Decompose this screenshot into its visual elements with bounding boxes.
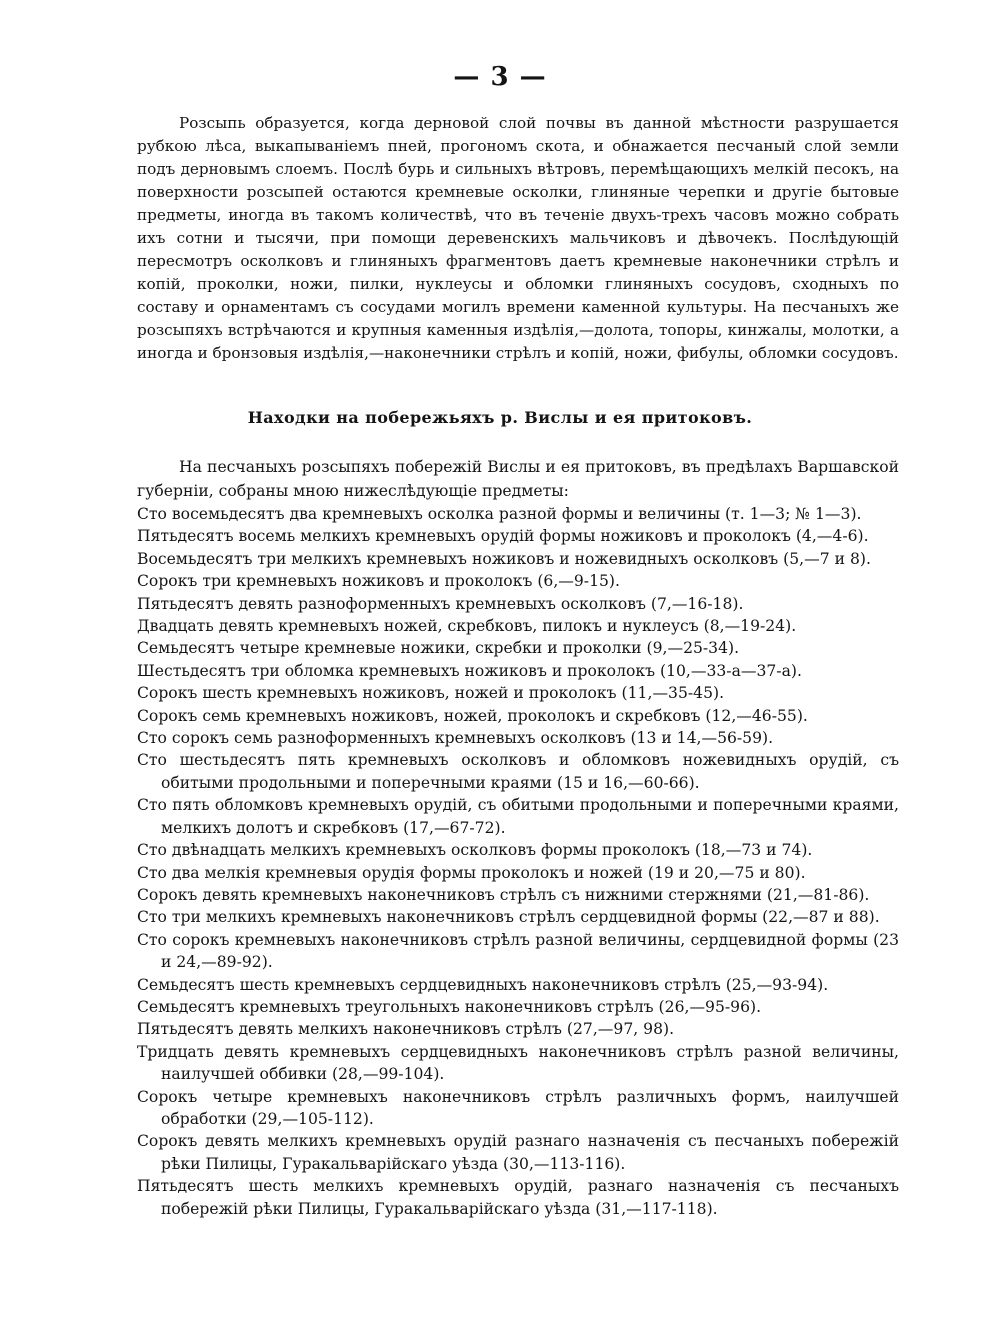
list-item: Пятьдесятъ шесть мелкихъ кремневыхъ орудій, разнаго назначенія съ песчаныхъ побережій рѣки Пилицы, Гуракальварійскаго уѣзда (31,—117-118). xyxy=(137,1177,899,1218)
section-heading: Находки на побережьяхъ р. Вислы и ея притоковъ. xyxy=(247,408,753,427)
list-item: Сто пять обломковъ кремневыхъ орудій, съ обитыми продольными и поперечными краями, мелкихъ долотъ и скребковъ (17,—67-72). xyxy=(137,796,899,837)
page-number: — 3 — xyxy=(453,62,547,92)
list-item: Семьдесятъ четыре кремневые ножики, скребки и проколки (9,—25-34). xyxy=(137,639,740,658)
list-item: Семьдесятъ шесть кремневыхъ сердцевидныхъ наконечниковъ стрѣлъ (25,—93-94). xyxy=(137,975,829,994)
list-item: Шестьдесятъ три обломка кремневыхъ ножиковъ и проколокъ (10,—33-а—37-а). xyxy=(137,661,802,680)
finds-list xyxy=(137,503,899,1220)
intro-paragraph: Розсыпь образуется, когда дерновой слой почвы въ данной мѣстности разрушается рубкою лѣса, выкапываніемъ пней, прогономъ скота, и обнажается песчаный слой земли подъ дерновымъ слоемъ. Послѣ бурь и сильныхъ вѣтровъ, перемѣщающихъ мелкій песокъ, на поверхности розсыпей остаются кремневые осколки, глиняные черепки и другіе бытовые предметы, иногда въ такомъ количествѣ, что въ теченіе двухъ-трехъ часовъ можно собрать ихъ сотни и тысячи, при помощи деревенскихъ мальчиковъ и дѣвочекъ. Послѣдующій пересмотръ осколковъ и глиняныхъ фрагментовъ даетъ кремневые наконечники стрѣлъ и копій, проколки, ножи, пилки, нуклеусы и обломки глиняныхъ сосудовъ, сходныхъ по составу и орнаментамъ съ сосудами могилъ времени каменной культуры. На песчаныхъ же розсыпяхъ встрѣчаются и крупныя каменныя издѣлія,—долота, топоры, кинжалы, молотки, а иногда и бронзовыя издѣлія,—наконечники стрѣлъ и копій, ножи, фибулы, обломки сосудовъ. xyxy=(137,114,899,362)
list-item: Семьдесятъ кремневыхъ треугольныхъ наконечниковъ стрѣлъ (26,—95-96). xyxy=(137,997,762,1016)
list-item: Пятьдесятъ девять мелкихъ наконечниковъ стрѣлъ (27,—97, 98). xyxy=(137,1020,675,1039)
list-item: Сорокъ шесть кремневыхъ ножиковъ, ножей и проколокъ (11,—35-45). xyxy=(137,684,725,703)
list-item: Восемьдесятъ три мелкихъ кремневыхъ ножиковъ и ножевидныхъ осколковъ (5,—7 и 8). xyxy=(137,549,871,568)
list-item: Пятьдесятъ восемь мелкихъ кремневыхъ орудій формы ножиковъ и проколокъ (4,—4-6). xyxy=(137,527,869,546)
list-item: Пятьдесятъ девять разноформенныхъ кремневыхъ осколковъ (7,—16-18). xyxy=(137,594,744,613)
list-item: Сорокъ семь кремневыхъ ножиковъ, ножей, проколокъ и скребковъ (12,—46-55). xyxy=(137,706,808,725)
list-item: Сто два мелкія кремневыя орудія формы проколокъ и ножей (19 и 20,—75 и 80). xyxy=(137,863,806,882)
list-item: Сто три мелкихъ кремневыхъ наконечниковъ стрѣлъ сердцевидной формы (22,—87 и 88). xyxy=(137,908,880,927)
list-item: Сорокъ три кремневыхъ ножиковъ и проколокъ (6,—9-15). xyxy=(137,572,620,591)
list-item: Сто шестьдесятъ пять кремневыхъ осколковъ и обломковъ ножевидныхъ орудій, съ обитыми продольными и поперечными краями (15 и 16,—60-66). xyxy=(137,751,899,792)
list-item: Сто двѣнадцать мелкихъ кремневыхъ осколковъ формы проколокъ (18,—73 и 74). xyxy=(137,841,813,860)
list-item: Сто сорокъ семь разноформенныхъ кремневыхъ осколковъ (13 и 14,—56-59). xyxy=(137,729,774,748)
list-item: Сорокъ четыре кремневыхъ наконечниковъ стрѣлъ различныхъ формъ, наилучшей обработки (29,—105-112). xyxy=(137,1087,899,1128)
list-item: Сто восемьдесятъ два кремневыхъ осколка разной формы и величины (т. 1—3; № 1—3). xyxy=(137,505,862,523)
list-item: Тридцать девять кремневыхъ сердцевидныхъ наконечниковъ стрѣлъ разной величины, наилучшей оббивки (28,—99-104). xyxy=(137,1042,899,1084)
list-item: Сорокъ девять мелкихъ кремневыхъ орудій разнаго назначенія съ песчаныхъ побережій рѣки Пилицы, Гуракальварійскаго уѣзда (30,—113-116). xyxy=(137,1132,899,1173)
lead-paragraph: На песчаныхъ розсыпяхъ побережій Вислы и ея притоковъ, въ предѣлахъ Варшавской губерніи, собраны мною нижеслѣдующіе предметы: xyxy=(137,458,899,500)
list-item: Сто сорокъ кремневыхъ наконечниковъ стрѣлъ разной величины, сердцевидной формы (23 и 24,—89-92). xyxy=(137,930,899,972)
list-item: Сорокъ девять кремневыхъ наконечниковъ стрѣлъ съ нижними стержнями (21,—81-86). xyxy=(137,885,870,904)
list-item: Двадцать девять кремневыхъ ножей, скребковъ, пилокъ и нуклеусъ (8,—19-24). xyxy=(137,617,797,636)
